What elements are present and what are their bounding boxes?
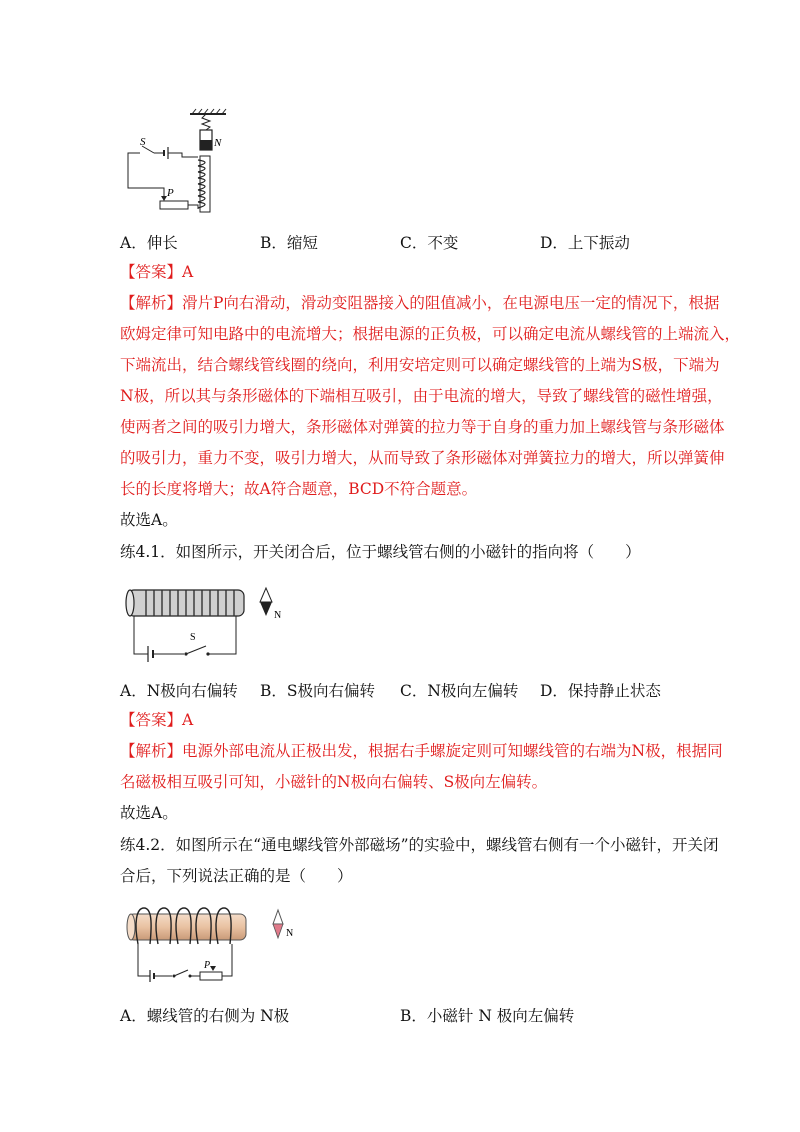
q4-analysis-line: 长的长度将增大；故A符合题意，BCD不符合题意。 <box>120 480 478 498</box>
q41-choice: 故选A。 <box>120 804 178 822</box>
figure-spring-magnet-solenoid <box>122 108 232 218</box>
q42-stem-line: 合后，下列说法正确的是（ ） <box>120 867 353 885</box>
q41-option-c: C．N极向左偏转 <box>400 682 519 700</box>
q4-answer: 【答案】A <box>120 263 194 281</box>
q42-option-b: B．小磁针 N 极向左偏转 <box>400 1007 575 1025</box>
q41-option-b: B．S极向右偏转 <box>260 682 376 700</box>
q4-analysis-line: N极，所以其与条形磁体的下端相互吸引，由于电流的增大，导致了螺线管的磁性增强， <box>120 387 723 405</box>
q4-option-b: B．缩短 <box>260 234 318 252</box>
q4-option-c: C．不变 <box>400 234 459 252</box>
switch-s-label: S <box>190 632 196 643</box>
q41-stem: 练4.1．如图所示，开关闭合后，位于螺线管右侧的小磁针的指向将（ ） <box>120 543 641 561</box>
q4-analysis-line: 下端流出，结合螺线管线圈的绕向，利用安培定则可以确定螺线管的上端为S极，下端为 <box>120 356 720 374</box>
needle-n-label: N <box>286 928 294 939</box>
q4-option-a: A．伸长 <box>120 234 178 252</box>
q42-option-a: A．螺线管的右侧为 N极 <box>120 1007 290 1025</box>
q41-option-a: A．N极向右偏转 <box>120 682 238 700</box>
q4-choice: 故选A。 <box>120 511 178 529</box>
q4-option-d: D．上下振动 <box>540 234 630 252</box>
q41-analysis-line: 名磁极相互吸引可知，小磁针的N极向右偏转、S极向左偏转。 <box>120 773 548 791</box>
needle-n-label: N <box>274 610 282 621</box>
q41-option-d: D．保持静止状态 <box>540 682 661 700</box>
q4-analysis-line: 使两者之间的吸引力增大，条形磁体对弹簧的拉力等于自身的重力加上螺线管与条形磁体 <box>120 418 725 436</box>
q4-analysis-line: 欧姆定律可知电路中的电流增大；根据电源的正负极，可以确定电流从螺线管的上端流入， <box>120 325 741 343</box>
magnet-n-label: N <box>214 137 222 149</box>
q41-answer: 【答案】A <box>120 711 194 729</box>
q4-analysis-line: 的吸引力，重力不变，吸引力增大，从而导致了条形磁体对弹簧拉力的增大，所以弹簧伸 <box>120 449 725 467</box>
slider-p-label: P <box>204 960 211 971</box>
figure-solenoid-compass-1 <box>124 584 304 664</box>
q4-analysis-line: 【解析】滑片P向右滑动，滑动变阻器接入的阻值减小，在电源电压一定的情况下，根据 <box>120 294 720 312</box>
figure-solenoid-compass-2 <box>124 904 304 984</box>
q42-stem-line: 练4.2．如图所示在“通电螺线管外部磁场”的实验中，螺线管右侧有一个小磁针，开关闭 <box>120 836 719 854</box>
switch-s-label: S <box>140 136 146 148</box>
q41-analysis-line: 【解析】电源外部电流从正极出发，根据右手螺旋定则可知螺线管的右端为N极，根据同 <box>120 742 723 760</box>
slider-p-label: P <box>167 187 174 199</box>
